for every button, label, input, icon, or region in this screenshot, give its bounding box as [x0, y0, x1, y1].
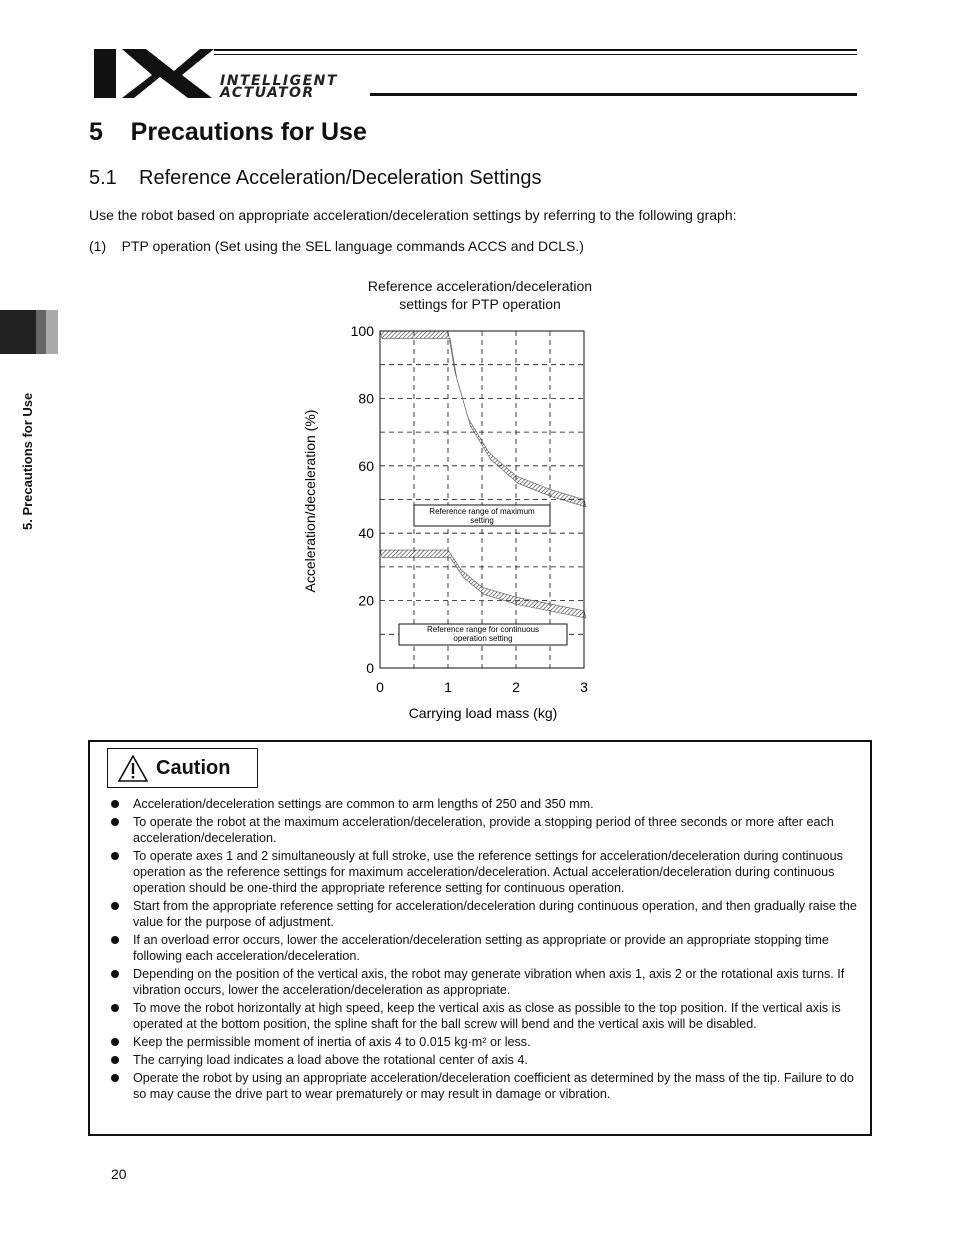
ix-logo-mark: [94, 49, 214, 98]
y-tick-label: 40: [358, 525, 374, 542]
bullet-icon: [111, 1056, 119, 1064]
chart-x-axis-label: Carrying load mass (kg): [408, 705, 558, 721]
item-1: (1) PTP operation (Set using the SEL language commands ACCS and DCLS.): [89, 238, 584, 254]
chart-grid: [380, 331, 584, 668]
caution-list: [104, 796, 864, 1104]
caution-item-text: To move the robot horizontally at high speed, keep the vertical axis as close as possible to the top position. If the vertical axis is operated at the bottom position, the spline shaft for the ball screw will bend and the vertical axis will be disabled.: [133, 1001, 841, 1031]
chart-y-axis-label: Acceleration/deceleration (%): [302, 409, 318, 593]
chart-title-line1: Reference acceleration/deceleration: [367, 278, 593, 294]
bullet-icon: [111, 852, 119, 860]
y-tick-label: 20: [358, 592, 374, 609]
caution-item: [104, 898, 864, 930]
chart-label-max-line1: Reference range of maximum: [429, 507, 535, 516]
intro-paragraph: Use the robot based on appropriate acceleration/deceleration settings by referring to the following graph:: [89, 207, 737, 223]
series-band-0: [380, 331, 586, 507]
caution-title: Caution: [156, 757, 231, 779]
caution-item: [104, 1070, 864, 1102]
brand-line2: ACTUATOR: [220, 85, 315, 101]
y-tick-label: 60: [358, 457, 374, 474]
caution-item: [104, 848, 864, 896]
section-title: 5 Precautions for Use: [89, 118, 367, 146]
chart-plot: [290, 315, 620, 735]
y-tick-label: 0: [366, 660, 374, 676]
page-number: 20: [111, 1166, 127, 1182]
caution-item: [104, 814, 864, 846]
caution-item: [104, 796, 864, 812]
x-tick-label: 3: [580, 679, 588, 695]
warning-triangle-icon: [118, 755, 148, 782]
x-tick-label: 2: [512, 679, 520, 695]
header-rule-top2: [214, 54, 857, 55]
chart-label-cont-line1: Reference range for continuous: [426, 625, 540, 634]
header-rule-top: [214, 49, 857, 51]
caution-item: [104, 1052, 864, 1068]
bullet-icon: [111, 902, 119, 910]
header-rule-bottom: [370, 93, 857, 96]
y-tick-label: 80: [358, 390, 374, 407]
brand-line1: INTELLIGENT: [220, 73, 338, 89]
chart-label-cont-line2: operation setting: [453, 634, 513, 643]
caution-item: [104, 1034, 864, 1050]
bullet-icon: [111, 1004, 119, 1012]
bullet-icon: [111, 1038, 119, 1046]
side-tab-marker: [0, 310, 58, 354]
caution-item: [104, 932, 864, 964]
series-band-1: [380, 550, 586, 618]
subsection-title: 5.1 Reference Acceleration/Deceleration Settings: [89, 167, 542, 189]
chart-bands: [380, 331, 586, 618]
chart-label-cont-box: [399, 624, 567, 645]
caution-header: [107, 748, 258, 788]
caution-item-text: If an overload error occurs, lower the acceleration/deceleration setting as appropriate or provide an appropriate stopping time following each acceleration/deceleration.: [133, 933, 829, 963]
bullet-icon: [111, 800, 119, 808]
caution-item-text: Start from the appropriate reference setting for acceleration/deceleration during continuous operation, and then gradually raise the value for the purpose of adjustment.: [133, 899, 857, 929]
caution-item-text: To operate axes 1 and 2 simultaneously at full stroke, use the reference settings for acceleration/deceleration during continuous operation as the reference settings for maximum acceleration/deceleration. Actual acceleration/deceleration during continuous operation should be one-third the appropriate reference setting for continuous operation.: [133, 849, 843, 895]
side-tab-label: 5. Precautions for Use: [20, 392, 35, 530]
bullet-icon: [111, 936, 119, 944]
caution-item-text: Keep the permissible moment of inertia of axis 4 to 0.015 kg·m² or less.: [133, 1035, 531, 1049]
chart-title: [330, 277, 630, 313]
chart-title-line2: settings for PTP operation: [399, 296, 561, 312]
chart-label-max-box: [414, 505, 550, 526]
x-tick-label: 1: [444, 679, 452, 695]
bullet-icon: [111, 1074, 119, 1082]
caution-item-text: The carrying load indicates a load above the rotational center of axis 4.: [133, 1053, 528, 1067]
caution-item-text: Operate the robot by using an appropriate acceleration/deceleration coefficient as determined by the mass of the tip. Failure to do so may cause the drive part to wear prematurely or may result in damage or vibration.: [133, 1071, 854, 1101]
y-tick-label: 100: [350, 323, 374, 339]
x-tick-label: 0: [376, 679, 384, 695]
caution-item-text: Acceleration/deceleration settings are common to arm lengths of 250 and 350 mm.: [133, 797, 594, 811]
bullet-icon: [111, 970, 119, 978]
caution-item-text: Depending on the position of the vertical axis, the robot may generate vibration when axis 1, axis 2 or the rotational axis turns. If vibration occurs, lower the acceleration/deceleration as appropriate.: [133, 967, 845, 997]
chart-label-max-line2: setting: [470, 516, 494, 525]
caution-item: [104, 966, 864, 998]
caution-item: [104, 1000, 864, 1032]
caution-item-text: To operate the robot at the maximum acceleration/deceleration, provide a stopping period of three seconds or more after each acceleration/deceleration.: [133, 815, 834, 845]
bullet-icon: [111, 818, 119, 826]
